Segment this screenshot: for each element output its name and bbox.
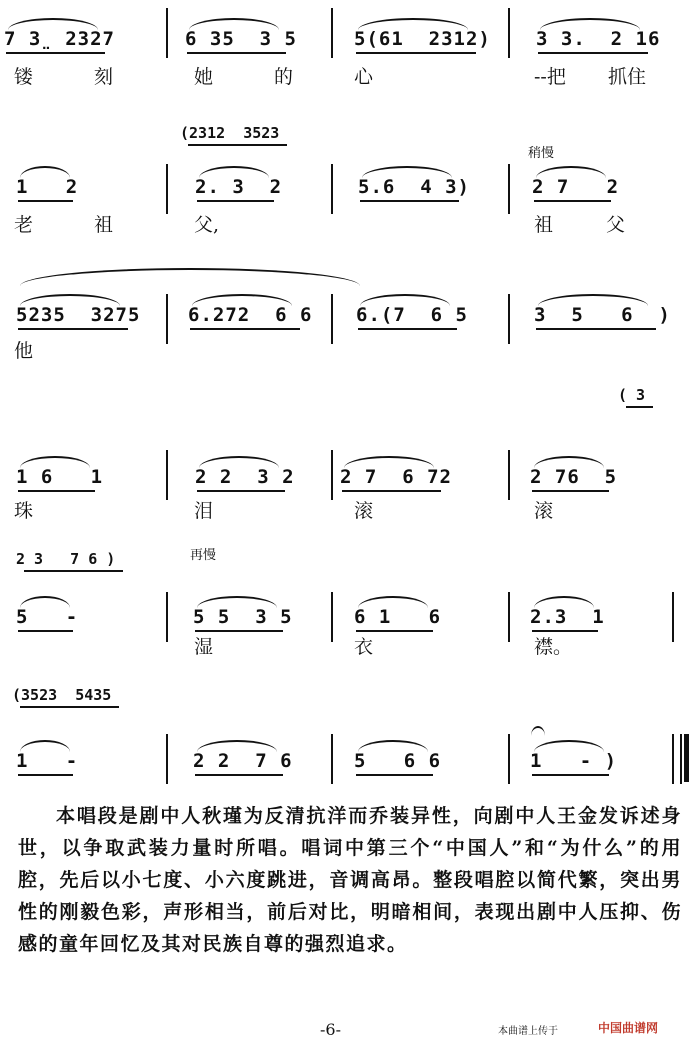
- notation-measure: 5.6 4 3): [358, 176, 470, 198]
- beam-line: [532, 630, 598, 632]
- lyric-char: 她: [194, 66, 214, 88]
- prelude-notes: 2 3 7 6 ): [16, 550, 116, 568]
- slur-mark: [199, 166, 269, 178]
- slur-mark: [20, 596, 70, 608]
- beam-line: [195, 774, 283, 776]
- notation-measure: 2 76 5: [530, 466, 618, 488]
- beam-line: [536, 328, 656, 330]
- slur-mark: [540, 18, 640, 30]
- lyric-char: 父: [606, 214, 626, 236]
- beam-line: [190, 328, 300, 330]
- lyric-char: 湿: [194, 636, 214, 658]
- beam-line: [356, 52, 476, 54]
- bar-line: [166, 450, 168, 500]
- beam-line: [534, 200, 611, 202]
- bar-line: [166, 8, 168, 58]
- notation-measure: 2.3 1: [530, 606, 605, 628]
- notation-measure: 1 2: [16, 176, 79, 198]
- beam-line: [18, 490, 95, 492]
- page-number: -6-: [320, 1020, 341, 1039]
- bar-line: [508, 592, 510, 642]
- lyric-char: 珠: [14, 500, 34, 522]
- lyric-char: 父,: [194, 214, 220, 236]
- lyric-char: 祖: [534, 214, 554, 236]
- bar-line: [331, 8, 333, 58]
- lyric-char: 刻: [94, 66, 114, 88]
- bar-line: [166, 164, 168, 214]
- notation-measure: 5 6 6: [354, 750, 442, 772]
- beam-line: [538, 52, 648, 54]
- notation-measure: 6.272 6 6: [188, 304, 313, 326]
- beam-line: [532, 774, 609, 776]
- lyric-char: 衣: [354, 636, 374, 658]
- slur-mark: [20, 740, 70, 752]
- notation-measure: 1 -: [16, 750, 79, 772]
- tempo-mark: 稍慢: [528, 146, 555, 161]
- bar-line: [508, 734, 510, 784]
- slur-mark: [20, 294, 120, 306]
- slur-mark: [534, 740, 604, 752]
- beam-line: [358, 328, 457, 330]
- slur-mark: [362, 166, 452, 178]
- notation-measure: 5 5 3 5: [193, 606, 293, 628]
- slur-mark: [192, 294, 292, 306]
- lyric-char: 抓住: [608, 66, 647, 88]
- lyric-char: 心: [354, 66, 374, 88]
- lyric-char: 滚: [534, 500, 554, 522]
- slur-mark: [536, 166, 606, 178]
- slur-mark: [360, 294, 450, 306]
- bar-line: [331, 592, 333, 642]
- slur-mark: [358, 740, 428, 752]
- beam-line: [360, 200, 459, 202]
- prelude-notes: (3523 5435: [12, 686, 112, 704]
- notation-measure: 3 5 6 ): [534, 304, 671, 326]
- slur-mark: [538, 294, 648, 306]
- notation-measure: 2 7 6 72: [340, 466, 452, 488]
- bar-line: [508, 164, 510, 214]
- uploader-note: 本曲谱上传于: [498, 1026, 558, 1037]
- notation-measure: 1 6 1: [16, 466, 104, 488]
- notation-measure: 1 - ): [530, 750, 618, 772]
- lyric-char: 的: [274, 66, 294, 88]
- slur-mark: [20, 166, 70, 178]
- prelude-notes: ( 3: [618, 386, 646, 404]
- beam-line: [532, 490, 609, 492]
- notation-measure: 3 3. 2 16: [536, 28, 661, 50]
- bar-line: [331, 450, 333, 500]
- notation-measure: 2. 3 2: [195, 176, 283, 198]
- beam-line: [195, 630, 283, 632]
- beam-line: [342, 490, 441, 492]
- description-text: 本唱段是剧中人秋瑾为反清抗洋而乔装异性，向剧中人王金发诉述身世，以争取武装力量时所唱。唱词中第三个“中国人”和“为什么”的用腔，先后以小七度、小六度跳进，音调高昂。整段唱腔以简代繁，突出男性的刚毅色彩，声形相当，前后对比，明暗相间，表现出剧中人压抑、伤感的童年回忆及其对民族自尊的强烈追求。: [18, 805, 682, 955]
- slur-mark: [8, 18, 98, 30]
- slur-mark: [358, 596, 428, 608]
- notation-measure: 6.(7 6 5: [356, 304, 468, 326]
- notation-measure: 5235 3275: [16, 304, 141, 326]
- bar-line: [672, 734, 674, 784]
- tempo-mark: 再慢: [190, 548, 217, 563]
- bar-line: [166, 592, 168, 642]
- slur-mark: [197, 596, 277, 608]
- beam-line: [6, 52, 105, 54]
- beam-line: [188, 144, 287, 146]
- beam-line: [18, 774, 73, 776]
- notation-measure: 2 2 3 2: [195, 466, 295, 488]
- lyric-char: 老: [14, 214, 34, 236]
- beam-line: [18, 200, 73, 202]
- slur-mark: [199, 456, 279, 468]
- bar-line: [672, 592, 674, 642]
- notation-measure: 5 -: [16, 606, 79, 628]
- bar-line: [166, 294, 168, 344]
- slur-mark: [189, 18, 279, 30]
- lyric-char: 镂: [14, 66, 34, 88]
- lyric-char: 泪: [194, 500, 214, 522]
- prelude-notes: (2312 3523: [180, 124, 280, 142]
- description-paragraph: [18, 800, 682, 960]
- bar-line: [331, 734, 333, 784]
- slur-mark: [534, 596, 594, 608]
- fermata-mark: [531, 726, 545, 736]
- notation-measure: 5(61 2312): [354, 28, 491, 50]
- beam-line: [197, 200, 274, 202]
- lyric-char: 襟。: [534, 636, 573, 658]
- beam-line: [18, 328, 128, 330]
- notation-measure: 2 7 2: [532, 176, 620, 198]
- notation-measure: 6 35 3 5: [185, 28, 297, 50]
- lyric-char: 滚: [354, 500, 374, 522]
- beam-line: [197, 490, 285, 492]
- notation-measure: 7 3̤ 2327: [4, 28, 115, 50]
- site-logo[interactable]: 中国曲谱网: [598, 1021, 659, 1035]
- beam-line: [356, 774, 433, 776]
- notation-measure: 2 2 7 6: [193, 750, 293, 772]
- lyric-char: 祖: [94, 214, 114, 236]
- beam-line: [187, 52, 286, 54]
- bar-line: [166, 734, 168, 784]
- final-bar: [684, 734, 689, 782]
- bar-line: [508, 450, 510, 500]
- lyric-char: --把: [534, 66, 566, 88]
- phrase-slur: [20, 268, 360, 286]
- bar-line: [680, 734, 682, 784]
- slur-mark: [358, 18, 468, 30]
- slur-mark: [534, 456, 604, 468]
- beam-line: [20, 706, 119, 708]
- beam-line: [356, 630, 433, 632]
- notation-measure: 6 1 6: [354, 606, 442, 628]
- slur-mark: [197, 740, 277, 752]
- lyric-char: 他: [14, 340, 34, 362]
- bar-line: [508, 294, 510, 344]
- beam-line: [626, 406, 653, 408]
- bar-line: [331, 164, 333, 214]
- slur-mark: [344, 456, 434, 468]
- slur-mark: [20, 456, 90, 468]
- bar-line: [508, 8, 510, 58]
- bar-line: [331, 294, 333, 344]
- beam-line: [18, 630, 73, 632]
- beam-line: [24, 570, 123, 572]
